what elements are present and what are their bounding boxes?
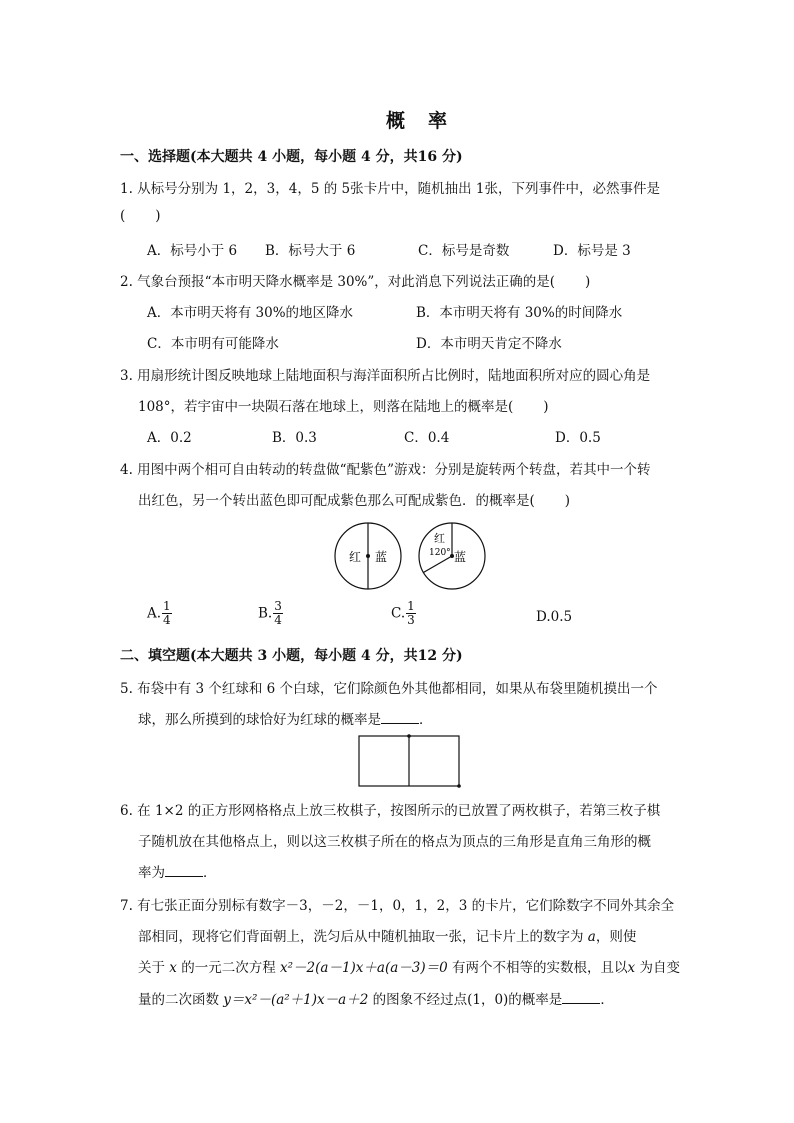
q6-stem-line3: 率为 ． <box>138 865 217 881</box>
spinner-1-left-label: 红 <box>349 550 362 564</box>
q5-stem-line2: 球，那么所摸到的球恰好为红球的概率是 ． <box>138 712 433 728</box>
q1-option-c: C．标号是奇数 <box>418 243 510 259</box>
q5-stem-line1: 5. 布袋中有 3 个红球和 6 个白球，它们除颜色外其他都相同，如果从布袋里随机摸出一个 <box>120 681 658 697</box>
spinner-2-angle-label: 120° <box>429 548 451 558</box>
q7-stem-line4: 量的二次函数 y＝x²－(a²＋1)x－a＋2 的图象不经过点(1，0)的概率是 ． <box>138 992 614 1008</box>
q2-option-a: A．本市明天将有 30%的地区降水 <box>147 305 354 321</box>
title-part-1: 概 <box>386 110 407 132</box>
section-heading-choice: 一、选择题(本大题共 4 小题，每小题 4 分，共16 分) <box>120 149 463 165</box>
q1-option-b: B．标号大于 6 <box>265 243 356 259</box>
q2-option-d: D．本市明天肯定不降水 <box>416 336 562 352</box>
q1-stem: 1. 从标号分别为 1，2，3，4，5 的 5张卡片中，随机抽出 1张，下列事件中，必然事件是 <box>120 181 660 197</box>
q7-stem-line2: 部相同，现将它们背面朝上，洗匀后从中随机抽取一张，记卡片上的数字为 a，则使 <box>138 929 637 945</box>
spinner-2 <box>419 523 485 589</box>
q7-equation: x²－2(a－1)x＋a(a－3)＝0 <box>280 960 448 976</box>
q4-option-c: C. $\frac{1}{3}$ <box>391 599 415 627</box>
q6-answer-blank[interactable] <box>165 864 203 877</box>
q3-stem-line2: 108°，若宇宙中一块陨石落在地球上，则落在陆地上的概率是( ) <box>138 399 549 415</box>
page-title <box>386 106 448 133</box>
q2-option-b: B．本市明天将有 30%的时间降水 <box>416 305 623 321</box>
q4-stem-line1: 4. 用图中两个相可自由转动的转盘做“配紫色”游戏：分别是旋转两个转盘，若其中一个转 <box>120 462 651 478</box>
q1-option-a: A．标号小于 6 <box>147 243 238 259</box>
spinner-1 <box>335 523 401 589</box>
q2-option-c: C．本市明有可能降水 <box>147 336 279 352</box>
q2-stem: 2. 气象台预报“本市明天降水概率是 30%”，对此消息下列说法正确的是( ) <box>120 274 591 290</box>
q3-stem-line1: 3. 用扇形统计图反映地球上陆地面积与海洋面积所占比例时，陆地面积所对应的圆心角是 <box>120 368 651 384</box>
q1-answer-paren: ( ) <box>120 208 161 224</box>
q6-stem-line1: 6. 在 1×2 的正方形网格格点上放三枚棋子，按图所示的已放置了两枚棋子，若第三枚子棋 <box>120 803 661 819</box>
q3-option-c: C．0.4 <box>404 430 450 446</box>
chess-piece-2 <box>457 784 461 788</box>
q7-function: y＝x²－(a²＋1)x－a＋2 <box>223 992 369 1008</box>
q7-answer-blank[interactable] <box>562 991 600 1004</box>
title-part-2: 率 <box>428 110 449 132</box>
q3-option-a: A．0.2 <box>147 430 192 446</box>
spinner-figure <box>330 516 492 596</box>
chess-piece-1 <box>407 734 411 738</box>
q7-stem-line1: 7. 有七张正面分别标有数字－3，－2，－1，0，1，2，3 的卡片，它们除数字不同外其余全 <box>120 898 675 914</box>
q3-option-b: B．0.3 <box>272 430 317 446</box>
q7-stem-line3: 关于 x 的一元二次方程 x²－2(a－1)x＋a(a－3)＝0 有两个不相等的实数根，且以x 为自变 <box>138 960 680 976</box>
q3-option-d: D．0.5 <box>555 430 601 446</box>
spinner-1-right-label: 蓝 <box>375 550 388 564</box>
spinner-2-right-label: 蓝 <box>454 550 467 564</box>
q6-stem-line2: 子随机放在其他格点上，则以这三枚棋子所在的格点为顶点的三角形是直角三角形的概 <box>138 834 651 850</box>
q4-option-d: D.0.5 <box>536 609 573 625</box>
q4-stem-line2: 出红色，另一个转出蓝色即可配成紫色那么可配成紫色．的概率是( ) <box>138 493 571 509</box>
grid-figure <box>355 732 465 788</box>
q4-option-b: B. $\frac{3}{4}$ <box>258 599 282 627</box>
q4-option-a: A. $\frac{1}{4}$ <box>147 599 171 627</box>
section-heading-fill: 二、填空题(本大题共 3 小题，每小题 4 分，共12 分) <box>120 648 463 664</box>
spinner-2-top-label: 红 <box>434 532 445 545</box>
q5-answer-blank[interactable] <box>381 711 419 724</box>
q1-option-d: D．标号是 3 <box>553 243 631 259</box>
